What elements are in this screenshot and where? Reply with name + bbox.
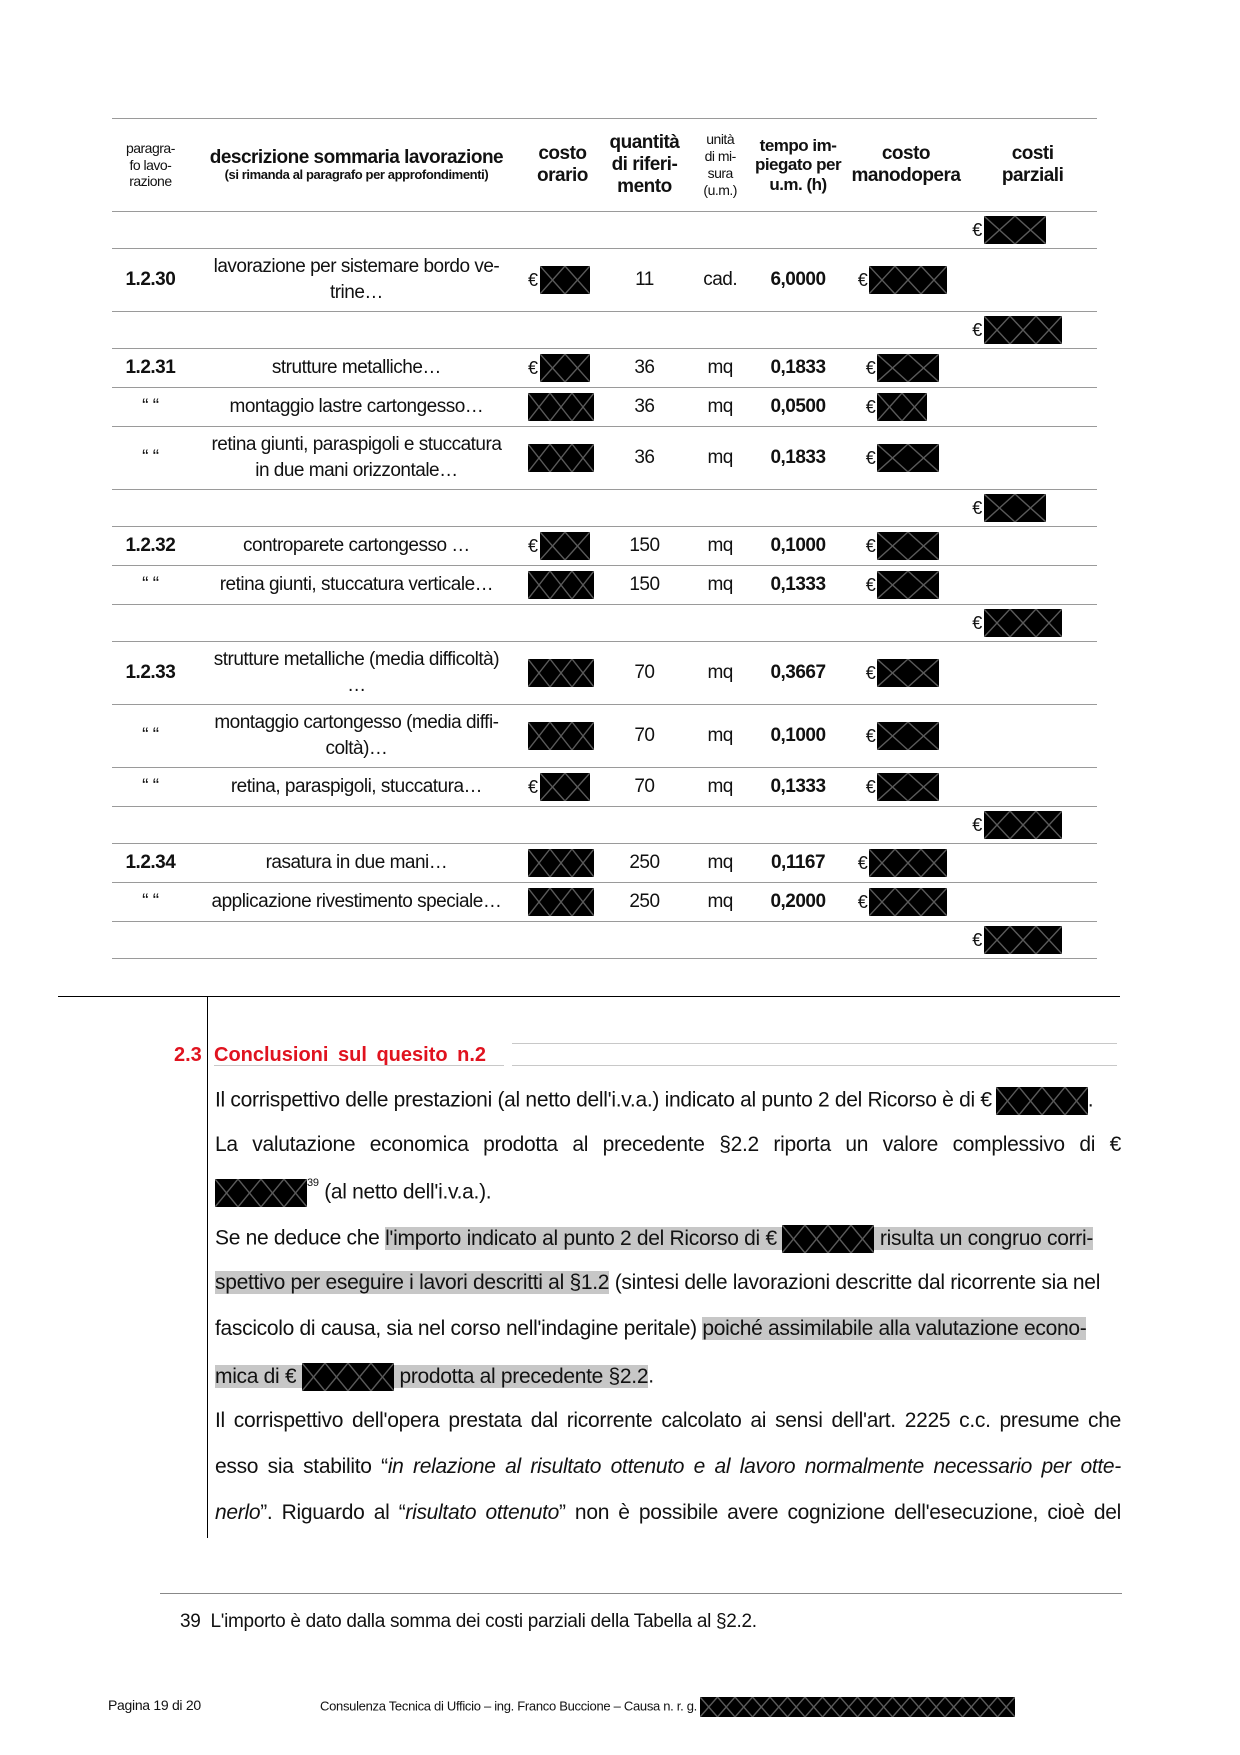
table-row: [112, 705, 1097, 768]
paragrafo-cell: “ “: [112, 705, 189, 768]
redacted-value: [877, 773, 939, 801]
subtotal-row: [112, 490, 1097, 527]
redacted-value: [984, 316, 1062, 344]
header-unita: unità di mi- sura (u.m.): [688, 119, 752, 212]
costo-manodopera-cell: €: [844, 844, 969, 883]
costo-manodopera-cell: €: [844, 427, 969, 490]
subtotal-row: [112, 605, 1097, 642]
footer-page-number: Pagina 19 di 20: [108, 1697, 201, 1713]
costo-manodopera-cell: €: [844, 883, 969, 922]
redacted-value: [528, 444, 594, 472]
unita-cell: mq: [688, 883, 752, 922]
section-number: 2.3: [174, 1044, 202, 1066]
paragrafo-cell: 1.2.31: [112, 349, 189, 388]
subtotal-row: [112, 212, 1097, 249]
paragraph-line: spettivo per eseguire i lavori descritti al §1.2 (sintesi delle lavorazioni descritte dal ricorrente sia nel: [215, 1271, 1101, 1294]
costo-orario-cell: [524, 642, 601, 705]
header-tempo: tempo im- piegato per u.m. (h): [752, 119, 843, 212]
quantita-cell: 150: [601, 527, 688, 566]
descrizione-cell: retina giunti, paraspigoli e stuccatura in due mani orizzontale…: [189, 427, 524, 490]
table-row: [112, 427, 1097, 490]
redacted-value: [877, 571, 939, 599]
tempo-cell: 0,1833: [752, 349, 843, 388]
paragraph-line: esso sia stabilito “in relazione al risultato ottenuto e al lavoro normalmente necessario per otte-: [215, 1455, 1121, 1478]
table-row: [112, 249, 1097, 312]
table-row: [112, 566, 1097, 605]
unita-cell: mq: [688, 388, 752, 427]
header-descrizione: descrizione sommaria lavorazione (si rimanda al paragrafo per approfondimenti): [189, 119, 524, 212]
paragrafo-cell: 1.2.34: [112, 844, 189, 883]
costo-manodopera-cell: €: [844, 566, 969, 605]
descrizione-cell: lavorazione per sistemare bordo ve- trine…: [189, 249, 524, 312]
table-row: [112, 768, 1097, 807]
redacted-value: [528, 659, 594, 687]
unita-cell: mq: [688, 705, 752, 768]
costo-orario-cell: [524, 705, 601, 768]
quantita-cell: 36: [601, 349, 688, 388]
tempo-cell: 0,1333: [752, 768, 843, 807]
paragrafo-cell: “ “: [112, 388, 189, 427]
redacted-value: [877, 444, 939, 472]
quantita-cell: 250: [601, 844, 688, 883]
unita-cell: mq: [688, 642, 752, 705]
quantita-cell: 36: [601, 427, 688, 490]
unita-cell: mq: [688, 566, 752, 605]
quantita-cell: 250: [601, 883, 688, 922]
footnote: 39 L'importo è dato dalla somma dei costi parziali della Tabella al §2.2.: [180, 1611, 757, 1632]
footnote-rule: [160, 1593, 1122, 1594]
paragrafo-cell: 1.2.30: [112, 249, 189, 312]
costo-manodopera-cell: €: [844, 768, 969, 807]
paragrafo-cell: “ “: [112, 566, 189, 605]
paragrafo-cell: “ “: [112, 883, 189, 922]
header-costi-parziali: costi parziali: [968, 119, 1097, 212]
descrizione-cell: applicazione rivestimento speciale…: [189, 883, 524, 922]
paragrafo-cell: 1.2.32: [112, 527, 189, 566]
table-header-row: [112, 119, 1097, 212]
costo-manodopera-cell: €: [844, 527, 969, 566]
tempo-cell: 0,1000: [752, 705, 843, 768]
descrizione-cell: rasatura in due mani…: [189, 844, 524, 883]
redacted-value: [984, 609, 1062, 637]
costi-parziali-cell: €: [968, 922, 1097, 959]
redacted-value: [869, 849, 947, 877]
subtotal-row: [112, 312, 1097, 349]
descrizione-cell: retina giunti, stuccatura verticale…: [189, 566, 524, 605]
costo-orario-cell: [524, 388, 601, 427]
redacted-value: [877, 393, 927, 421]
descrizione-cell: retina, paraspigoli, stuccatura…: [189, 768, 524, 807]
redacted-value: [540, 773, 590, 801]
redacted-value: [528, 571, 594, 599]
descrizione-cell: strutture metalliche (media difficoltà) …: [189, 642, 524, 705]
unita-cell: mq: [688, 349, 752, 388]
tempo-cell: 0,0500: [752, 388, 843, 427]
redacted-case-number: [700, 1697, 1015, 1717]
redacted-value: [540, 532, 590, 560]
footer-info: Consulenza Tecnica di Ufficio – ing. Franco Buccione – Causa n. r. g.: [320, 1697, 1015, 1717]
costo-manodopera-cell: €: [844, 642, 969, 705]
redacted-amount: [996, 1087, 1088, 1115]
subtotal-row: [112, 922, 1097, 959]
section-divider-horizontal: [58, 996, 1120, 997]
paragraph-line: La valutazione economica prodotta al precedente §2.2 riporta un valore complessivo di €: [215, 1133, 1121, 1156]
costo-orario-cell: €: [524, 349, 601, 388]
costo-manodopera-cell: €: [844, 388, 969, 427]
costo-manodopera-cell: €: [844, 349, 969, 388]
paragrafo-cell: “ “: [112, 427, 189, 490]
costo-orario-cell: €: [524, 249, 601, 312]
unita-cell: mq: [688, 427, 752, 490]
table-row: [112, 527, 1097, 566]
paragraph-line: Il corrispettivo dell'opera prestata dal ricorrente calcolato ai sensi dell'art. 2225 c.c. presume che: [215, 1409, 1121, 1432]
title-rule: [512, 1065, 1117, 1066]
costi-parziali-cell: €: [968, 212, 1097, 249]
section-title: Conclusioni sul quesito n.2: [214, 1044, 487, 1066]
costo-manodopera-cell: €: [844, 705, 969, 768]
header-paragrafo: paragra- fo lavo- razione: [112, 119, 189, 212]
redacted-value: [869, 888, 947, 916]
costo-orario-cell: €: [524, 768, 601, 807]
paragraph-line: Il corrispettivo delle prestazioni (al netto dell'i.v.a.) indicato al punto 2 del Ricorso è di € .: [215, 1087, 1121, 1115]
table-row: [112, 844, 1097, 883]
redacted-amount: [782, 1225, 874, 1253]
tempo-cell: 0,1833: [752, 427, 843, 490]
costo-orario-cell: [524, 566, 601, 605]
header-quantita: quantità di riferi- mento: [601, 119, 688, 212]
quantita-cell: 36: [601, 388, 688, 427]
quantita-cell: 150: [601, 566, 688, 605]
paragrafo-cell: 1.2.33: [112, 642, 189, 705]
costi-parziali-cell: €: [968, 312, 1097, 349]
redacted-value: [528, 849, 594, 877]
costi-parziali-cell: €: [968, 807, 1097, 844]
redacted-value: [540, 266, 590, 294]
quantita-cell: 70: [601, 768, 688, 807]
tempo-cell: 6,0000: [752, 249, 843, 312]
costo-orario-cell: [524, 883, 601, 922]
redacted-value: [984, 926, 1062, 954]
redacted-amount: [215, 1179, 307, 1207]
redacted-value: [984, 494, 1046, 522]
costi-parziali-cell: €: [968, 490, 1097, 527]
unita-cell: mq: [688, 527, 752, 566]
unita-cell: mq: [688, 844, 752, 883]
table-row: [112, 388, 1097, 427]
costi-parziali-cell: €: [968, 605, 1097, 642]
unita-cell: mq: [688, 768, 752, 807]
paragraph-line: Se ne deduce che l'importo indicato al punto 2 del Ricorso di € risulta un congruo corri-: [215, 1225, 1121, 1253]
descrizione-cell: strutture metalliche…: [189, 349, 524, 388]
costo-manodopera-cell: €: [844, 249, 969, 312]
cost-table: [112, 118, 1097, 959]
redacted-value: [877, 354, 939, 382]
paragraph-line: mica di € prodotta al precedente §2.2.: [215, 1363, 1121, 1391]
descrizione-cell: montaggio lastre cartongesso…: [189, 388, 524, 427]
table-row: [112, 349, 1097, 388]
costo-orario-cell: €: [524, 527, 601, 566]
table-row: [112, 883, 1097, 922]
paragraph-line: nerlo”. Riguardo al “risultato ottenuto” non è possibile avere cognizione dell'esecuzione, cioè del: [215, 1501, 1122, 1524]
header-costo-manodopera: costo manodopera: [844, 119, 969, 212]
subtotal-row: [112, 807, 1097, 844]
redacted-value: [877, 532, 939, 560]
redacted-value: [540, 354, 590, 382]
header-costo-orario: costo orario: [524, 119, 601, 212]
tempo-cell: 0,2000: [752, 883, 843, 922]
tempo-cell: 0,1167: [752, 844, 843, 883]
tempo-cell: 0,3667: [752, 642, 843, 705]
redacted-amount: [302, 1363, 394, 1391]
unita-cell: cad.: [688, 249, 752, 312]
redacted-value: [528, 393, 594, 421]
quantita-cell: 11: [601, 249, 688, 312]
quantita-cell: 70: [601, 705, 688, 768]
table-row: [112, 642, 1097, 705]
redacted-value: [528, 888, 594, 916]
paragraph-line: fascicolo di causa, sia nel corso nell'indagine peritale) poiché assimilabile alla valutazione econo-: [215, 1317, 1087, 1340]
tempo-cell: 0,1000: [752, 527, 843, 566]
section-divider-vertical: [207, 996, 208, 1538]
paragrafo-cell: “ “: [112, 768, 189, 807]
descrizione-cell: montaggio cartongesso (media diffi- coltà)…: [189, 705, 524, 768]
redacted-value: [984, 216, 1046, 244]
tempo-cell: 0,1333: [752, 566, 843, 605]
redacted-value: [984, 811, 1062, 839]
redacted-value: [528, 722, 594, 750]
redacted-value: [877, 722, 939, 750]
costo-orario-cell: [524, 844, 601, 883]
quantita-cell: 70: [601, 642, 688, 705]
title-rule: [512, 1043, 1117, 1044]
paragraph-line: $^{39}$ (al netto dell'i.v.a.).: [215, 1179, 1121, 1207]
redacted-value: [877, 659, 939, 687]
redacted-value: [869, 266, 947, 294]
descrizione-cell: controparete cartongesso …: [189, 527, 524, 566]
costo-orario-cell: [524, 427, 601, 490]
